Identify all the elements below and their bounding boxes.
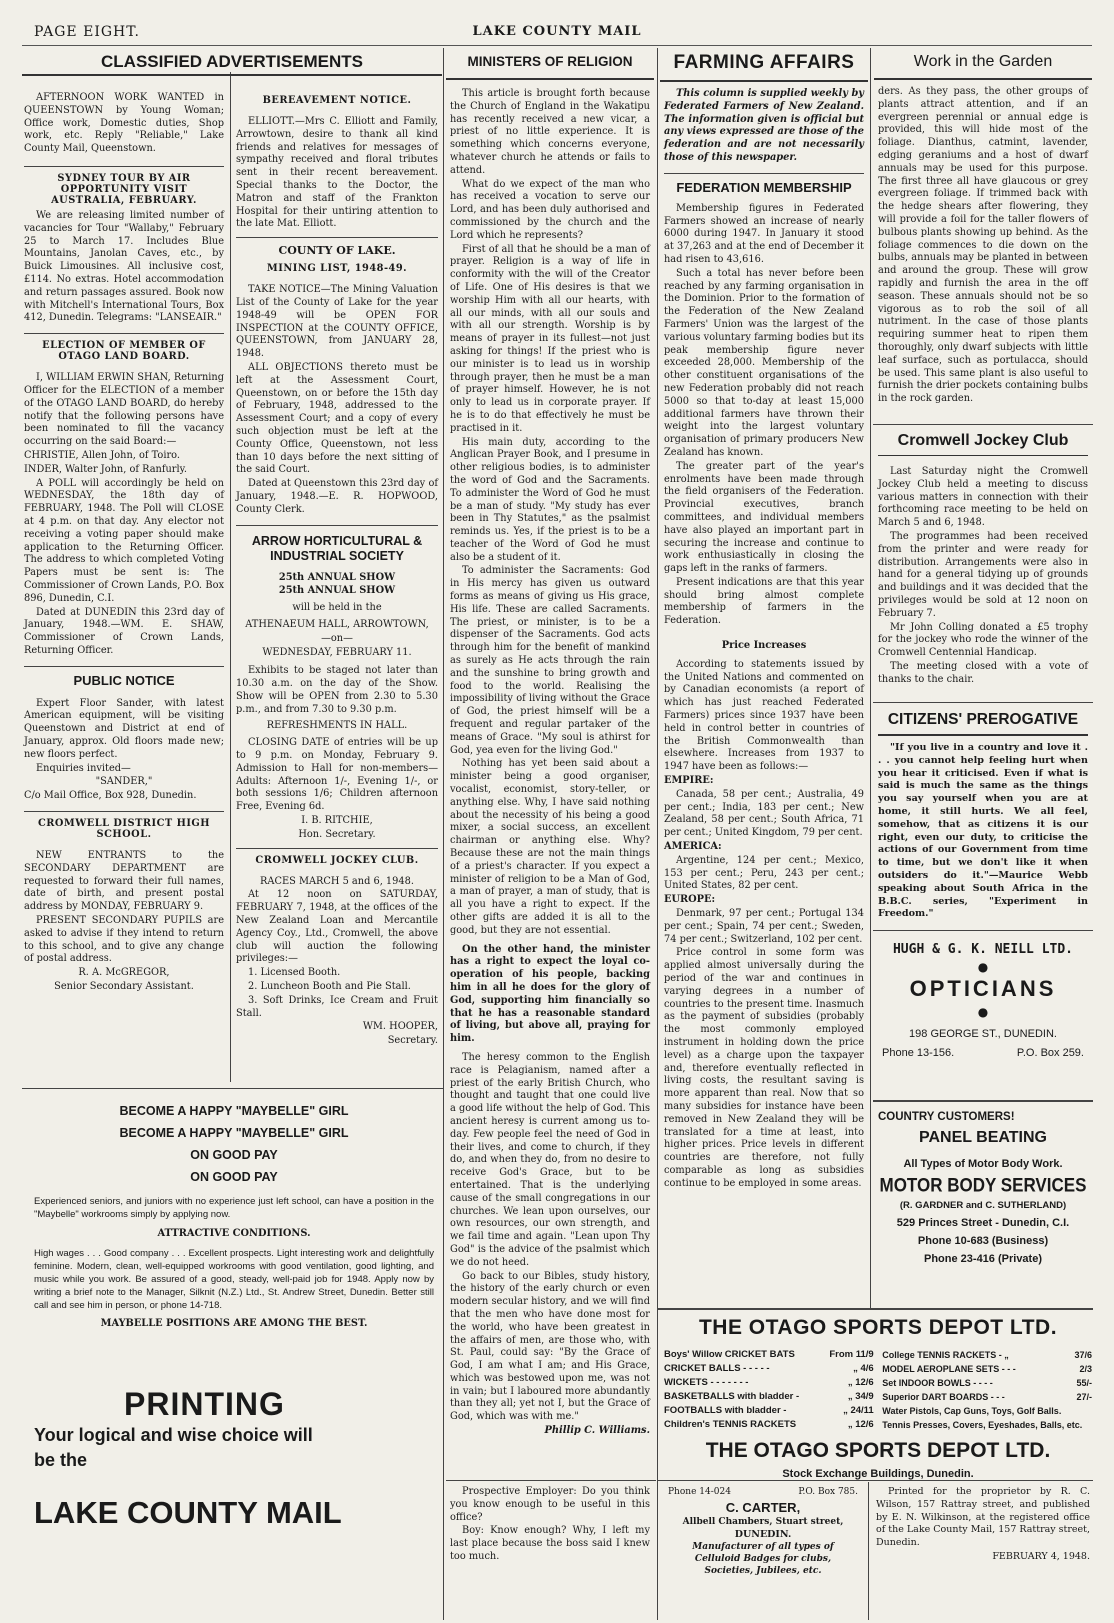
- federation-title: FEDERATION MEMBERSHIP: [676, 179, 852, 195]
- ad-county-subtitle: MINING LIST, 1948-49.: [266, 263, 408, 275]
- neill-opticians: OPTICIANS: [909, 976, 1057, 1001]
- panel-line7: Phone 10-683 (Business): [917, 1235, 1049, 1247]
- divider: [873, 1100, 1093, 1102]
- cjc-article-para: The programmes had been received from the printer and were ready for distribution. Arrangements were also in hand for a general tidying up of grounds and buildings and it was decided that the privileges would be sold at 12 noon on February 7.: [878, 530, 1088, 619]
- federation-para: Present indications are that this year should bring almost complete membership of farmers in the Federation.: [664, 576, 864, 627]
- neill-name: HUGH & G. K. NEILL LTD.: [892, 942, 1073, 957]
- price-america-heading: AMERICA:: [664, 841, 722, 853]
- maybelle-conditions: High wages . . . Good company . . . Excellent prospects. Light interesting work and delightfully feminine. Modern, clean, well-equipped workrooms with good ventilation, good lighting, and music while you work. Be assured of a good, steady, well-paid job for 1948. Apply now by writing a brief note to the Manager, Silknit (N.Z.) Ltd., St. Andrew Street, Dunedin. Better still call and see him in person, or phone 14-718.: [34, 1248, 434, 1311]
- column-rule: [657, 48, 658, 1620]
- panel-line5: (R. GARDNER and C. SUTHERLAND): [899, 1200, 1067, 1211]
- carter-line3: Manufacturer of all types of: [692, 1542, 834, 1552]
- garden-title-bar: [874, 48, 1092, 80]
- price-title: Price Increases: [721, 640, 807, 652]
- maybelle-intro: Experienced seniors, and juniors with no experience just left school, can have a position in the "Maybelle" workrooms simply by applying now.: [34, 1196, 434, 1220]
- sports-item: Children's TENNIS RACKETS „ 12/6: [664, 1419, 874, 1430]
- ad-school-signature-role: Senior Secondary Assistant.: [54, 981, 194, 993]
- price-control: Price control in some form was applied almost universally during the period of the war and continues in varying degrees in a number of countries to the present time. Inasmuch as the payment of subsidies (probably the most commonly employed instrument in holding down the price level) as a charge upon the taxpayer and, therefore eventually reflected in living costs, the resultant saving is more apparent than real. Now that so many subsidies for instance have been removed in New Zealand they will be translated for a time at least, into higher prices. Price levels in different countries are therefore, not fully comparable as long as subsidies continue to be employed in some areas.: [664, 947, 864, 1189]
- citizens-title-bar: [878, 706, 1088, 736]
- price-intro: According to statements issued by the United Nations and commented on by Canadian economists (a report of which has just reached Federated Farmers) prices since 1937 have been held in control better in countries of the British Commonwealth than elsewhere. Increases from 1937 to 1947 have been as follows:—: [664, 658, 864, 773]
- neill-box: P.O. Box 259.: [1016, 1047, 1084, 1059]
- ad-arrow-signature: I. B. RITCHIE,: [301, 815, 373, 827]
- divider: [873, 424, 1093, 425]
- sports-item: Boys' Willow CRICKET BATS From 11/9: [664, 1349, 874, 1360]
- federation-para: The greater part of the year's enrolments have been made through the field organisers of the Federation. Provincial executives, branch committees, and individual members have also played an important part in securing the increase and continue to work enthusiastically in closing the gaps left in the ranks of farmers.: [664, 460, 864, 575]
- carter-name: C. CARTER,: [725, 1500, 801, 1515]
- sports-title-repeat: THE OTAGO SPORTS DEPOT LTD.: [705, 1439, 1051, 1462]
- religion-para: Go back to our Bibles, study history, the history of the early church or even modern secular history, and we will find that the men who have done most for the world, who have been greatest in the affairs of men, are those who, with St. Paul, could say: "By the Grace of God, I am what I am; and His Grace, which was bestowed upon me, was not in vain; but I laboured more abundantly than they all; yet not I, but the Grace of God, which was with me.": [450, 1270, 650, 1423]
- ad-cjc-signature: WM. HOOPER,: [362, 1021, 438, 1033]
- printing-masthead: LAKE COUNTY MAIL: [34, 1495, 342, 1530]
- ad-arrow-p1: Exhibits to be staged not later than 10.30 a.m. on the day of the Show. Show will be OPEN from 2.30 to 5.30 p.m., and from 7.30 to 9.30 p.m.: [236, 665, 438, 715]
- sports-item: Superior DART BOARDS - - - 27/-: [882, 1392, 1092, 1402]
- ad-arrow-line6: WEDNESDAY, FEBRUARY 11.: [262, 646, 412, 658]
- religion-para: His main duty, according to the Anglican Prayer Book, and I presume in other religious bodies, is to administer the word of God and the Sacraments. To administer the Word of God he must be a man of study. "My study has ever been in Thy Statutes," as the psalmist reminds us. Yes, if the priest is to be a teacher of the Word of God he must also be a student of it.: [450, 436, 650, 563]
- sports-item: Tennis Presses, Covers, Eyeshades, Balls, etc.: [882, 1420, 1083, 1430]
- column-rule: [868, 1482, 869, 1620]
- carter-box: P.O. Box 785.: [798, 1487, 858, 1497]
- ad-arrow-line1: 25th ANNUAL SHOW: [278, 571, 396, 583]
- ad-arrow-refreshments: REFRESHMENTS IN HALL.: [266, 720, 408, 732]
- printing-line3: be the: [34, 1450, 88, 1470]
- ad-election-p1: I, WILLIAM ERWIN SHAN, Returning Officer for the ELECTION of a member of the OTAGO LAND BOARD, do hereby notify that the following persons have been nominated to fill the vacancy occurring on the said Board:—: [24, 372, 224, 448]
- religion-bold-para: On the other hand, the minister has a right to expect the loyal co-operation of his people, backing him in all he does for the glory of God, supporting him financially so that he has a reasonable standard of living, but above all, praying for him.: [450, 943, 650, 1045]
- ad-election-c1: CHRISTIE, Allen John, of Toiro.: [24, 449, 180, 461]
- religion-para: Nothing has yet been said about a minister being a good organiser, vocalist, economist, story-teller, or anything else. Why, I have said nothing about the necessity of his being a good mixer, a social success, an excellent chairman or anything else. Why? Because these are not the main things of a priest's character. If you expect a minister of religion to be a Man of God, a man of prayer, a man of study, that is all you have a right to expect. If the other gifts are added it is all to the good, but they are not essential.: [450, 758, 650, 936]
- maybelle-line3: ON GOOD PAY: [190, 1148, 278, 1162]
- neill-address: 198 GEORGE ST., DUNEDIN.: [909, 1028, 1057, 1040]
- religion-title: MINISTERS OF RELIGION: [467, 54, 633, 69]
- price-america: Argentine, 124 per cent.; Mexico, 153 per cent.; Peru, 243 per cent.; United States, 82 per cent.: [664, 854, 864, 892]
- ad-arrow-line4: ATHENAEUM HALL, ARROWTOWN,: [245, 618, 429, 630]
- ad-county-p1: TAKE NOTICE—The Mining Valuation List of the County of Lake for the year 1948-49 will be OPEN FOR INSPECTION at the COUNTY OFFICE, QUEENSTOWN, from JANUARY 28, 1948.: [236, 284, 438, 360]
- farming-title-bar: [660, 48, 868, 82]
- classified-title: CLASSIFIED ADVERTISEMENTS: [101, 52, 363, 71]
- panel-line4: MOTOR BODY SERVICES: [879, 1174, 1087, 1197]
- ad-county-p3: Dated at Queenstown this 23rd day of January, 1948.—E. R. HOPWOOD, County Clerk.: [236, 478, 438, 515]
- religion-para: This article is brought forth because the Church of England in the Wakatipu has recently received a new vicar, a priest of no little experience. It is something which concerns everyone, whatever church he attends or fails to attend.: [450, 88, 650, 176]
- carter-line4: Celluloid Badges for clubs,: [694, 1554, 832, 1564]
- printing-title: PRINTING: [124, 1386, 285, 1422]
- ad-sydney-body: We are releasing limited number of vacancies for Tour "Wallaby," February 25 to March 17. Includes Blue Mountains, Janolan Caves, etc., by Buick Limousines. All inclusive cost, £114. No extras. Hotel accommodation and return passages assured. Book now with Mitchell's International Tours, Box 412, Dunedin. Telegrams: "LANSEAIR.": [24, 209, 224, 324]
- carter-line1: Allbell Chambers, Stuart street,: [682, 1517, 844, 1527]
- maybelle-line4: ON GOOD PAY: [190, 1170, 278, 1184]
- ad-cjc-signature-role: Secretary.: [387, 1035, 438, 1047]
- panel-line6: 529 Princes Street - Dunedin, C.I.: [896, 1217, 1070, 1229]
- farming-title: FARMING AFFAIRS: [673, 52, 855, 73]
- sports-item: WICKETS - - - - - - - „ 12/6: [664, 1377, 874, 1388]
- sports-list-right: [882, 1348, 1092, 1432]
- cjc-article-para: The meeting closed with a vote of thanks to the chair.: [878, 660, 1088, 685]
- divider: [873, 930, 1093, 931]
- panel-line1: COUNTRY CUSTOMERS!: [878, 1111, 1015, 1123]
- sports-item: FOOTBALLS with bladder - „ 24/11: [664, 1405, 874, 1416]
- classified-title-bar: [22, 50, 442, 76]
- price-europe: Denmark, 97 per cent.; Portugal 134 per cent.; Spain, 74 per cent.; Sweden, 74 per cent.; Switzerland, 102 per cent.: [664, 908, 864, 945]
- cjc-article-title: Cromwell Jockey Club: [897, 432, 1069, 449]
- page-header: [22, 22, 1092, 46]
- maybelle-line1: BECOME A HAPPY "MAYBELLE" GIRL: [119, 1104, 349, 1118]
- sports-item: College TENNIS RACKETS - „ 37/6: [882, 1350, 1092, 1360]
- religion-title-bar: [446, 48, 654, 80]
- ad-cjc-title: CROMWELL JOCKEY CLUB.: [255, 854, 419, 866]
- bullet-icon: ●: [977, 1005, 989, 1019]
- ad-arrow-line5: —on—: [321, 632, 353, 644]
- cjc-article: [878, 466, 1088, 698]
- ad-arrow-signature-role: Hon. Secretary.: [298, 828, 376, 840]
- joke: [450, 1486, 650, 1616]
- religion-signature: Phillip C. Williams.: [544, 1425, 650, 1437]
- farming-intro: This column is supplied weekly by Federated Farmers of New Zealand. The information given is official but any views expressed are those of the federation and are not necessarily those of this newspaper.: [664, 88, 864, 163]
- neill-phone: Phone 13-156.: [882, 1047, 955, 1059]
- ad-public-title: PUBLIC NOTICE: [73, 672, 175, 688]
- panel-line3: All Types of Motor Body Work.: [903, 1158, 1063, 1170]
- imprint-date: FEBRUARY 4, 1948.: [992, 1550, 1090, 1562]
- garden-body: ders. As they pass, the other groups of plants attract attention, and if an evergreen perennial or annual edge is provided, this will hide most of the foliage. Dianthus, catmint, lavender, edging geraniums and a host of dwarf annuals may be used for this purpose. The first three all have glaucous or grey evergreen foliage. If trimmed back with the hedge shears after flowering, they will provide a foil for the taller flowers of bulbous plants showing up behind. As the foliage commences to die down on the bulbs, annuals may be planted in between and around the group. These will grow rapidly and furnish the area in the off season. These annuals should not be so vigorous as to rob the soil of all nutriment. In the case of those plants requiring summer heat to ripen them thoroughly, only dwarf subjects with little leaf surface, such as portulacca, should be used. This same plant is also useful to furnish the drier pockets containing bulbs in the rock garden.: [878, 86, 1088, 405]
- maybelle-line2: BECOME A HAPPY "MAYBELLE" GIRL: [119, 1126, 349, 1140]
- ad-cjc-p1: At 12 noon on SATURDAY, FEBRUARY 7, 1948, at the offices of the New Zealand Loan and Mercantile Agency Coy., Ltd., Cromwell, the above club will auction the following privileges:—: [236, 889, 438, 965]
- imprint-body: Printed for the proprietor by R. C. Wilson, 157 Rattray street, and published by E. N. Wilkinson, at the registered office of the Lake County Mail, 157 Rattray street, Dunedin.: [876, 1486, 1090, 1549]
- printing-ad: [34, 1385, 439, 1615]
- classified-column-right: [236, 92, 438, 1082]
- ad-school-title: CROMWELL DISTRICT HIGH SCHOOL.: [37, 818, 211, 841]
- sports-item: Water Pistols, Cap Guns, Toys, Golf Balls.: [882, 1406, 1062, 1416]
- column-rule: [230, 72, 231, 1082]
- joke-question: Prospective Employer: Do you think you know enough to be useful in this office?: [450, 1486, 650, 1523]
- carter-phone: Phone 14-024: [668, 1487, 731, 1497]
- federation-para: Such a total has never before been reached by any farming organisation in the Dominion. Prior to the formation of the Federation of the New Zealand Farmers' Union was the largest of the various voluntary farming bodies but its peak membership figure never exceeded 28,000. Membership of the other constituent organisations of the new Federation probably did not reach 5000 so that to-day at least 15,000 additional farmers have thrown their weight into the largest voluntary organisation of primary producers New Zealand has known.: [664, 267, 864, 458]
- cjc-article-para: Mr John Colling donated a £5 trophy for the jockey who rode the winner of the Cromwell Centennial Handicap.: [878, 621, 1088, 659]
- ad-cjc-item1: 1. Licensed Booth.: [248, 967, 341, 979]
- sports-address: Stock Exchange Buildings, Dunedin.: [782, 1468, 974, 1480]
- divider: [446, 1480, 656, 1481]
- ad-election-title: ELECTION OF MEMBER OF OTAGO LAND BOARD.: [42, 340, 206, 363]
- classified-column-left: [24, 92, 224, 1082]
- price-empire: Canada, 58 per cent.; Australia, 49 per cent.; India, 183 per cent.; New Zealand, 58 per cent.; South Africa, 71 per cent.; United Kingdom, 79 per cent.: [664, 788, 864, 839]
- ad-school-signature: R. A. McGREGOR,: [78, 967, 170, 979]
- ad-election-c2: INDER, Walter John, of Ranfurly.: [24, 463, 187, 475]
- bullet-icon: ●: [977, 960, 989, 974]
- ad-county-title: COUNTY OF LAKE.: [278, 244, 396, 258]
- imprint: [876, 1486, 1090, 1616]
- citizens-article: [878, 742, 1088, 927]
- price-empire-heading: EMPIRE:: [664, 775, 714, 787]
- cjc-article-para: Last Saturday night the Cromwell Jockey Club held a meeting to discuss various matters in connection with their forthcoming race meeting to be held on March 5 and 6, 1948.: [878, 466, 1088, 529]
- carter-line2: DUNEDIN.: [734, 1529, 792, 1540]
- maybelle-ad: [34, 1100, 434, 1375]
- sports-item: MODEL AEROPLANE SETS - - - 2/3: [882, 1364, 1092, 1374]
- ad-public-body: Expert Floor Sander, with latest American equipment, will be visiting Queenstown and District at end of January, approx. Old floors made new; new floors perfect.: [24, 697, 224, 760]
- ad-bereavement-title: BEREAVEMENT NOTICE.: [262, 95, 412, 106]
- ad-school-p1: NEW ENTRANTS to the SECONDARY DEPARTMENT are requested to forward their full names, date of birth, and present postal address by MONDAY, FEBRUARY 9.: [24, 850, 224, 913]
- sports-depot-ad: [664, 1312, 1092, 1480]
- sports-list-left: [664, 1348, 874, 1432]
- ad-public-name: "SANDER,": [95, 776, 153, 788]
- panel-beating-ad: [878, 1108, 1088, 1308]
- maybelle-footer: MAYBELLE POSITIONS ARE AMONG THE BEST.: [100, 1318, 368, 1330]
- neill-ad: [878, 940, 1088, 1090]
- sports-item: CRICKET BALLS - - - - - „ 4/6: [664, 1363, 874, 1374]
- price-europe-heading: EUROPE:: [664, 894, 716, 906]
- ad-election-p3: Dated at DUNEDIN this 23rd day of January, 1948.—WM. E. SHAW, Commissioner of Crown Lands, Returning Officer.: [24, 606, 224, 656]
- sports-title: THE OTAGO SPORTS DEPOT LTD.: [698, 1316, 1058, 1339]
- cjc-article-title-bar: [878, 428, 1088, 456]
- column-rule: [870, 48, 871, 1308]
- citizens-body: "If you live in a country and love it . . . you cannot help feeling hurt when you hear it criticised. Even if what is said is much the same as the things you say yourself when you are at home, it still hurts. We all feel, somehow, that as citizens it is our right, even our duty, to criticise the actions of our Government from time to time, but we don't like it when outsiders do it."—Maurice Webb speaking about South Africa in the B.B.C. series, "Experiment in Freedom.": [878, 742, 1088, 920]
- ad-afternoon-work: AFTERNOON WORK WANTED in QUEENSTOWN by Young Woman; Office work, Domestic duties, Shop work, etc. Reply "Reliable," Lake County Mail, Queenstown.: [24, 92, 224, 155]
- panel-line2: PANEL BEATING: [918, 1129, 1047, 1146]
- masthead: LAKE COUNTY MAIL: [472, 24, 642, 39]
- sports-item: Set INDOOR BOWLS - - - - 55/-: [882, 1378, 1092, 1388]
- religion-para: First of all that he should be a man of prayer. Religion is a way of life in conformity with the will of the Creator of Life. One of His desires is that we worship Him with all our hearts, with all our minds, with all our souls and with all our strength. Worship is by means of prayer in its fullest—not just asking for things! If the priest who is our minister is to lead us in worship through prayer, then he must be a man of prayer himself. However, he is not only to lead us in corporate prayer. If he is to do that effectively he must be practised in it.: [450, 243, 650, 434]
- farming-column: [664, 88, 864, 1248]
- divider: [657, 1308, 1093, 1310]
- ad-cjc-races: RACES MARCH 5 and 6, 1948.: [260, 875, 414, 887]
- printing-line2: Your logical and wise choice will: [34, 1425, 313, 1445]
- panel-line8: Phone 23-416 (Private): [924, 1253, 1042, 1265]
- ad-cjc-item3: 3. Soft Drinks, Ice Cream and Fruit Stall.: [236, 994, 438, 1019]
- ad-county-p2: ALL OBJECTIONS thereto must be left at the Assessment Court, Queenstown, on or before the 15th day of February, 1948, addressed to the Assessment Court; and a copy of every such objection must be left at the County Office, Queenstown, not less than 10 days before the next sitting of the said Court.: [236, 361, 438, 476]
- ad-public-address: C/o Mail Office, Box 928, Dunedin.: [24, 790, 197, 802]
- religion-article: [450, 88, 650, 1473]
- garden-title: Work in the Garden: [913, 53, 1053, 70]
- divider: [22, 1088, 443, 1089]
- federation-para: Membership figures in Federated Farmers showed an increase of nearly 6000 during 1947. In January it stood at 37,263 and at the end of December it had risen to 43,616.: [664, 202, 864, 265]
- citizens-title: CITIZENS' PREROGATIVE: [887, 711, 1079, 728]
- divider: [873, 702, 1093, 703]
- religion-para: To administer the Sacraments: God in His mercy has given us outward forms as means of giving us His grace, His life. These are called Sacraments. The priest, or minister, is to be a dispenser of the Sacraments. God acts through him for the benefit of mankind as surely as He acts through the rain and the sunshine to bring growth and food to the world. Realising the impossibility of living without the Grace of God, the priest himself will be a frequent and regular partaker of the means of Grace. "My soul is athirst for God, yea even for the living God.": [450, 565, 650, 756]
- ad-arrow-line3: will be held in the: [292, 602, 382, 614]
- garden-article: [878, 86, 1088, 426]
- ad-sydney-title: SYDNEY TOUR BY AIR OPPORTUNITY VISIT AUSTRALIA, FEBRUARY.: [51, 172, 197, 206]
- ad-school-p2: PRESENT SECONDARY PUPILS are asked to advise if they intend to return to this school, and to give any change of postal address.: [24, 915, 224, 965]
- religion-para: What do we expect of the man who has received a vocation to serve our Lord, and has been duly authorised and commissioned by the church and the Lord which he represents?: [450, 178, 650, 241]
- joke-answer: Boy: Know enough? Why, I left my last place because the boss said I knew too much.: [450, 1525, 650, 1562]
- ad-cjc-item2: 2. Luncheon Booth and Pie Stall.: [248, 981, 411, 993]
- ad-public-enquiries: Enquiries invited—: [36, 762, 131, 774]
- carter-line5: Societies, Jubilees, etc.: [704, 1566, 822, 1576]
- carter-ad: [664, 1486, 862, 1616]
- ad-bereavement-body: ELLIOTT.—Mrs C. Elliott and Family, Arrowtown, desire to thank all kind friends and relatives for messages of sympathy received and floral tributes sent in their recent bereavement. Special thanks to the Doctor, the Matron and staff of the Frankton Hospital for their untiring attention to the late Mat. Elliott.: [236, 116, 438, 230]
- ad-arrow-title: ARROW HORTICULTURAL & INDUSTRIAL SOCIETY: [251, 533, 423, 563]
- sports-item: BASKETBALLS with bladder - „ 34/9: [664, 1391, 874, 1402]
- religion-para: The heresy common to the English race is Pelagianism, named after a priest of the early British Church, who thought and taught that one could live a good life without the help of God. This ancient heresy is current among us to-day. Few people feel the need of God in their lives, and come to church, if they do, and when they do, from no desire to receive God's Grace, but to be entertained. That is the underlying cause of the small congregations in our churches. We lean upon ourselves, our own resources, our own strength, and we fail time and again. "Lean upon Thy God" is the advice of the psalmist which we do not heed.: [450, 1051, 650, 1268]
- ad-arrow-p2: CLOSING DATE of entries will be up to 9 p.m. on Monday, February 9. Admission to Hall for non-members—Adults: Afternoon 1/-, Evening 1/-, or both sessions 1/6; Children afternoon Free, Evening 6d.: [236, 737, 438, 813]
- divider: [657, 1480, 1093, 1481]
- maybelle-conditions-title: ATTRACTIVE CONDITIONS.: [157, 1227, 311, 1239]
- ad-arrow-line2: 25th ANNUAL SHOW: [278, 585, 396, 597]
- column-rule: [443, 48, 444, 1620]
- ad-election-p2: A POLL will accordingly be held on WEDNESDAY, the 18th day of FEBRUARY, 1948. The Poll will CLOSE at 4 p.m. on that day. Any elector not receiving a voting paper should make application to the Returning Officer. The address to which completed Voting Papers must be sent is: The Commissioner of Crown Lands, P.O. Box 896, Dunedin, C.I.: [24, 477, 224, 604]
- page-number: PAGE EIGHT.: [34, 24, 140, 40]
